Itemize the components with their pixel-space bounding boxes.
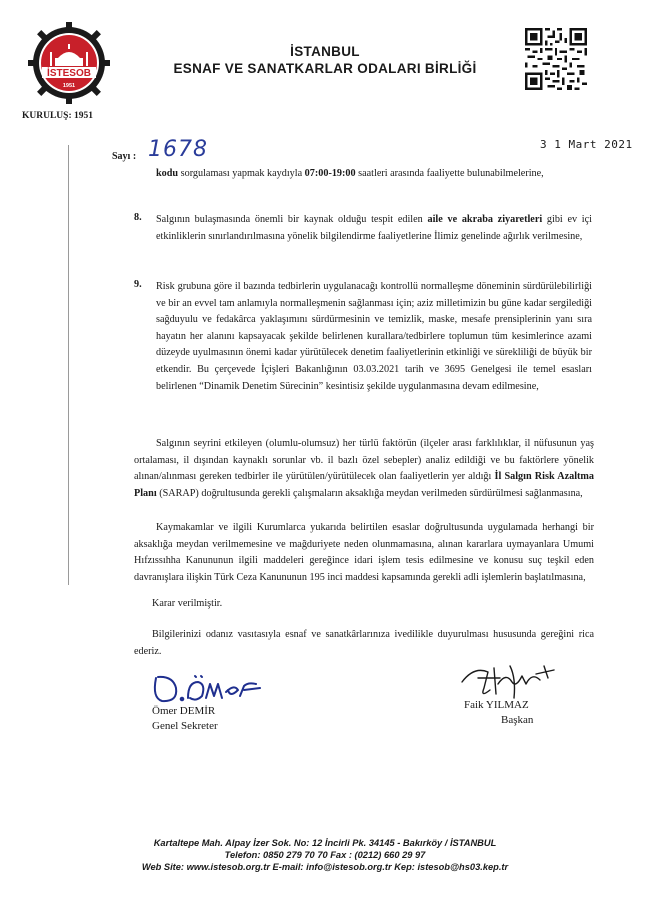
item-8-text <box>156 212 592 245</box>
logo-text: İSTESOB <box>47 68 91 79</box>
org-name: ESNAF VE SANATKARLAR ODALARI BİRLİĞİ <box>173 61 477 76</box>
paragraph-text: saatleri arasında faaliyette bulunabilmelerine, <box>355 168 544 179</box>
decision-statement: Karar verilmiştir. <box>152 598 223 609</box>
signatory-right-title: Başkan <box>501 714 534 726</box>
paragraph-continuation <box>156 166 592 183</box>
item-9-text: Risk grubuna göre il bazında tedbirlerin uygulanacağı kontrollü normalleşme döneminin sürdürülebilirliği ve bir an evvel tam anlamıyla normalleşmenin sağlanması için; aziz milletimizin bu güne kadar sergilediği sağduyulu ve fedakârca yaklaşımını sürdürmesinin ve temizlik, maske, mesafe prensiplerinin yanı sıra hayatın her alanını kapsayacak şekilde belirlenen kurallara/tedbirlere toplumun tüm kesimlerince azami düzeyde uyulmasının önemi kadar yürütülecek denetim faaliyetlerinin etkinliği ve sürekliliği de büyük bir etkendir. Bu çerçevede İçişleri Bakanlığının 03.03.2021 tarih ve 3695 Genelgesi ile temel esasları belirlenen “Dinamik Denetim Sürecinin” kesintisiz şekilde uygulanmasına devam edilmesine, <box>156 281 592 392</box>
sarap-paragraph <box>134 436 594 502</box>
qr-code-icon <box>525 28 587 90</box>
logo-year: 1951 <box>62 83 76 89</box>
item-number: 8. <box>134 212 142 223</box>
reference-number-handwritten: 1678 <box>148 137 208 162</box>
reference-number-label: Sayı : <box>112 151 137 162</box>
paragraph-bold-text: İl Salgın Risk Azaltma Planı <box>134 471 594 499</box>
signature-left-image <box>148 668 263 708</box>
footer-address: Kartaltepe Mah. Alpay İzer Sok. No: 12 İncirli Pk. 34145 - Bakırköy / İSTANBUL <box>153 838 497 848</box>
paragraph-text: sorgulaması yapmak kaydıyla <box>178 168 305 179</box>
signature-right-image <box>454 658 566 704</box>
paragraph-text: Salgının bulaşmasında önemli bir kaynak olduğu tespit edilen <box>156 214 428 225</box>
org-city: İSTANBUL <box>290 44 360 59</box>
established-label: KURULUŞ: 1951 <box>22 111 93 121</box>
paragraph-text: gibi ev içi etkinliklerin sınırlandırılmasına yönelik bilgilendirme faaliyetlerine İlimiz genelinde ağırlık verilmesine, <box>156 214 592 242</box>
paragraph-bold-text: kodu <box>156 168 179 179</box>
signatory-left-name: Ömer DEMİR <box>152 705 216 717</box>
footer-phone-fax: Telefon: 0850 279 70 70 Fax : (0212) 660 29 97 <box>224 850 426 860</box>
paragraph-bold-text: aile ve akraba ziyaretleri <box>427 214 543 225</box>
paragraph-text: (SARAP) doğrultusunda gerekli çalışmaların aksaklığa meydan verilmeden sürdürülmesi sağlanmasına, <box>156 487 583 499</box>
request-paragraph: Bilgilerinizi odanız vasıtasıyla esnaf ve sanatkârlarınıza ivedilikle duyurulması hususunda gereğini rica ederiz. <box>134 629 594 657</box>
footer-contact: Web Site: www.istesob.org.tr E-mail: info@istesob.org.tr Kep: istesob@hs03.kep.tr <box>141 862 509 872</box>
paragraph-text: Salgının seyrini etkileyen (olumlu-olumsuz) her türlü faktörün (ilçeler arası farklılıklar, il nüfusunun yaş ortalaması, il dışından kaynaklı sorunlar vb. il bazlı özel sebepler) analiz edildiği ve bu faktörlere yönelik alınan/alınması gereken tedbirler ile yürütülen/yürütülecek olan faaliyetlerin yer aldığı <box>134 438 594 483</box>
item-number: 9. <box>134 279 142 290</box>
margin-rule <box>68 145 69 585</box>
paragraph-bold-time: 07:00-19:00 <box>304 168 356 179</box>
enforcement-paragraph: Kaymakamlar ve ilgili Kurumlarca yukarıda belirtilen esaslar doğrultusunda uygulamada herhangi bir aksaklığa meydan verilmemesine ve mağduriyete neden olunmamasına, alınan kararlara uymayanlara Umumi Hıfzıssıhha Kanununun ilgili maddeleri gereğince idari işlem tesis edilmesine ve konusu suç teşkil eden davranışlara ilişkin Türk Ceza Kanununun 195 inci maddesi kapsamında gerekli adli işlemlerin başlatılmasına, <box>134 522 594 583</box>
signatory-left-title: Genel Sekreter <box>152 720 218 732</box>
signatory-right-name: Faik YILMAZ <box>464 699 529 711</box>
document-date-stamp: 3 1 Mart 2021 <box>540 138 633 151</box>
